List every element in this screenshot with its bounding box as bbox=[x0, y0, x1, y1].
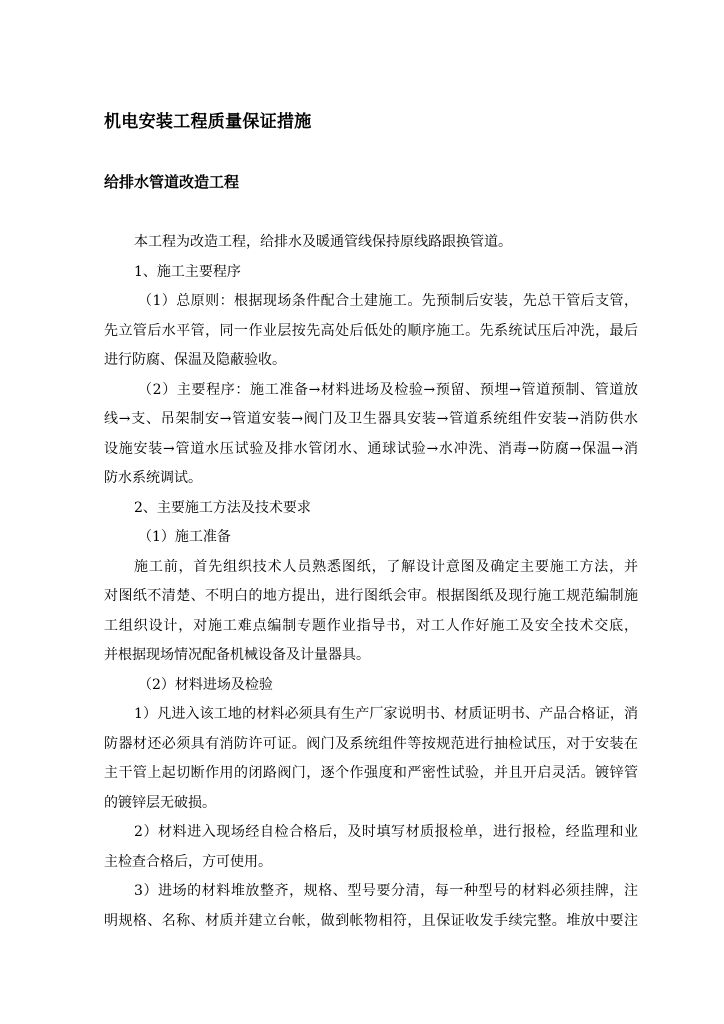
paragraph-line: 主干管上起切断作用的闭路阀门，逐个作强度和严密性试验，并且开启灵活。镀锌管 bbox=[104, 765, 638, 781]
paragraph-line: 的镀锌层无破损。 bbox=[104, 794, 216, 811]
numbered-heading: 2、主要施工方法及技术要求 bbox=[134, 499, 311, 516]
paragraph-line: 1）凡进入该工地的材料必须具有生产厂家说明书、材质证明书、产品合格证，消 bbox=[134, 706, 638, 722]
paragraph-line: 3）进场的材料堆放整齐，规格、型号要分清，每一种型号的材料必须挂牌，注 bbox=[134, 883, 638, 899]
sub-heading: （2）材料进场及检验 bbox=[138, 676, 273, 693]
document-title: 机电安装工程质量保证措施 bbox=[104, 112, 312, 132]
paragraph-line: 防器材还必须具有消防许可证。阀门及系统组件等按规范进行抽检试压，对于安装在 bbox=[104, 735, 638, 752]
paragraph-line: 施工前，首先组织技术人员熟悉图纸，了解设计意图及确定主要施工方法，并 bbox=[134, 558, 638, 575]
paragraph-line: 主检查合格后，方可使用。 bbox=[104, 853, 272, 870]
paragraph-line: （2）主要程序：施工准备→材料进场及检验→预留、预埋→管道预制、管道放 bbox=[138, 381, 638, 398]
paragraph-line: （1）总原则：根据现场条件配合土建施工。先预制后安装，先总干管后支管， bbox=[138, 293, 638, 309]
paragraph-line: 线→支、吊架制安→管道安装→阀门及卫生器具安装→管道系统组件安装→消防供水 bbox=[104, 411, 638, 427]
document-body bbox=[104, 228, 638, 936]
paragraph-line: 2）材料进入现场经自检合格后，及时填写材质报检单，进行报检，经监理和业 bbox=[134, 824, 638, 840]
paragraph-line: 并根据现场情况配备机械设备及计量器具。 bbox=[104, 647, 370, 663]
paragraph-line: 明规格、名称、材质并建立台帐，做到帐物相符，且保证收发手续完整。堆放中要注 bbox=[104, 912, 638, 929]
section-title: 给排水管道改造工程 bbox=[104, 173, 240, 191]
paragraph-line: 设施安装→管道水压试验及排水管闭水、通球试验→水冲洗、消毒→防腐→保温→消 bbox=[104, 440, 638, 457]
sub-heading: （1）施工准备 bbox=[138, 529, 231, 545]
paragraph-line: 先立管后水平管，同一作业层按先高处后低处的顺序施工。先系统试压后冲洗，最后 bbox=[104, 322, 638, 339]
paragraph-line: 防水系统调试。 bbox=[104, 470, 202, 486]
paragraph-line: 工组织设计，对施工难点编制专题作业指导书，对工人作好施工及安全技术交底， bbox=[104, 617, 638, 634]
paragraph-line: 对图纸不清楚、不明白的地方提出，进行图纸会审。根据图纸及现行施工规范编制施 bbox=[104, 588, 638, 604]
paragraph-line: 进行防腐、保温及隐蔽验收。 bbox=[104, 352, 286, 368]
numbered-heading: 1、施工主要程序 bbox=[134, 263, 241, 280]
paragraph-line: 本工程为改造工程，给排水及暖通管线保持原线路跟换管道。 bbox=[134, 234, 512, 250]
